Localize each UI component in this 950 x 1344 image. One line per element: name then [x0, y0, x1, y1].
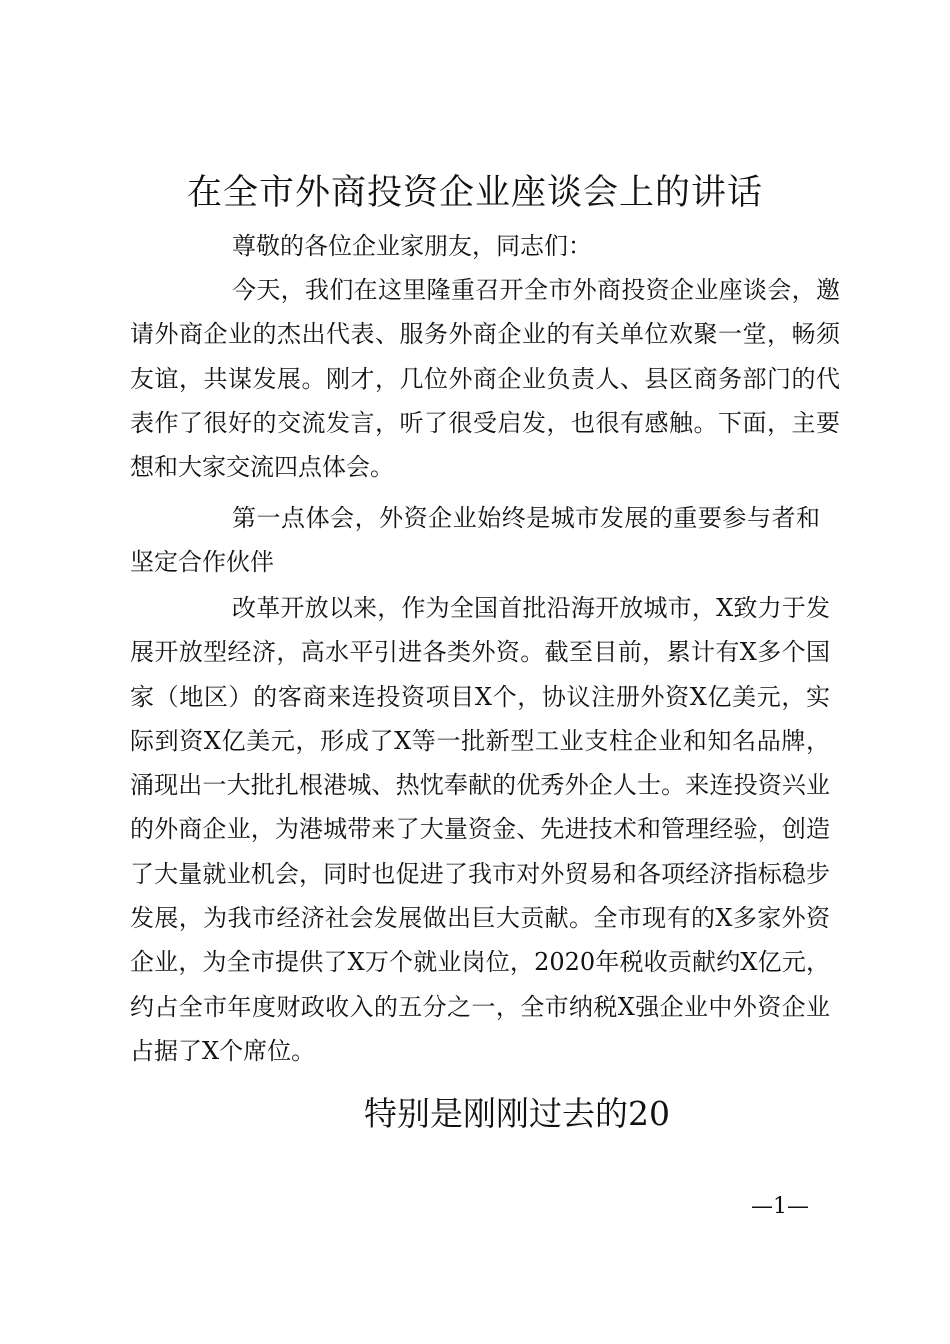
salutation: 尊敬的各位企业家朋友，同志们：: [232, 232, 592, 260]
section-heading-1: 第一点体会，外资企业始终是城市发展的重要参与者和坚定合作伙伴: [130, 504, 820, 577]
body-paragraph: 改革开放以来，作为全国首批沿海开放城市，X致力于发展开放型经济，高水平引进各类外资。截至目前，累计有X多个国家（地区）的客商来连投资项目X个，协议注册外资X亿美元，实际到资X亿美元，形成了X等一批新型工业支柱企业和知名品牌，涌现出一大批扎根港城、热忱奉献的优秀外企人士。来连投资兴业的外商企业，为港城带来了大量资金、先进技术和管理经验，创造了大量就业机会，同时也促进了我市对外贸易和各项经济指标稳步发展，为我市经济社会发展做出巨大贡献。全市现有的X多家外资企业，为全市提供了X万个就业岗位，2020年税收贡献约X亿元，约占全市年度财政收入的五分之一，全市纳税X强企业中外资企业占据了X个席位。: [130, 594, 830, 1065]
section-text: 特别是刚刚过去的20: [364, 1094, 670, 1133]
page-number: —1—: [751, 1194, 809, 1219]
document-title: 在全市外商投资企业座谈会上的讲话: [186, 173, 763, 213]
intro-paragraph: 今天，我们在这里隆重召开全市外商投资企业座谈会，邀请外商企业的杰出代表、服务外商企业的有关单位欢聚一堂，畅须友谊，共谋发展。刚才，几位外商企业负责人、县区商务部门的代表作了很好的交流发言，听了很受启发，也很有感触。下面，主要想和大家交流四点体会。: [130, 276, 840, 482]
